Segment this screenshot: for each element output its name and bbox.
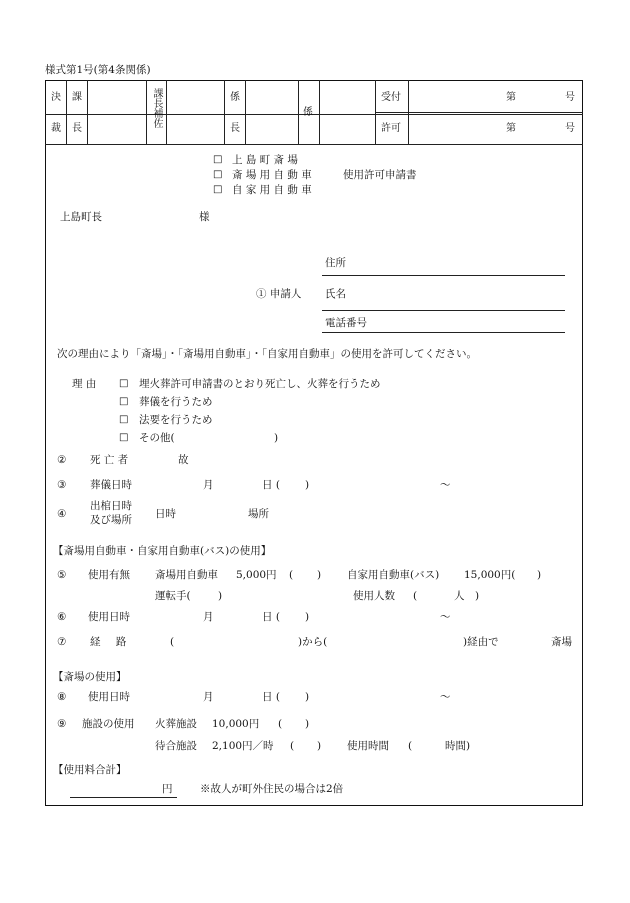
name-label: 氏名 — [325, 288, 346, 300]
waiting-price: 2,100円／時 — [212, 740, 274, 752]
driver-close: ) — [218, 590, 223, 602]
deceased-num: ② — [57, 454, 67, 466]
waiting-label: 待合施設 — [155, 740, 197, 752]
reason-option: 葬儀を行うため — [139, 396, 213, 408]
facility-label: 施設の使用 — [82, 718, 135, 730]
private-car-price: 15,000円( — [464, 569, 516, 581]
route-from: )から( — [298, 636, 328, 648]
kacho-top: 課 — [72, 92, 82, 103]
count-label: 使用人数 — [353, 590, 395, 602]
cremation-label: 火葬施設 — [155, 718, 197, 730]
total-amount-field[interactable] — [70, 797, 177, 798]
phone-field[interactable] — [322, 332, 565, 333]
route-via: )経由で — [463, 636, 499, 648]
waiting-open: ( — [290, 740, 295, 752]
funeral-month: 月 — [203, 479, 214, 491]
reason-other-close: ) — [274, 432, 279, 444]
funeral-close: ) — [305, 479, 310, 491]
heading-line-1: 上 島 町 斎 場 — [232, 154, 298, 166]
form-title: 様式第1号(第4条関係) — [45, 64, 151, 76]
uketsuke-go: 号 — [565, 92, 575, 103]
heading-suffix: 使用許可申請書 — [343, 169, 417, 181]
reason-label: 理 由 — [72, 378, 97, 390]
driver-label: 運転手( — [155, 590, 191, 602]
coffin-datetime: 日時 — [155, 508, 176, 520]
route-num: ⑦ — [57, 636, 67, 648]
total-note: ※故人が町外住民の場合は2倍 — [200, 783, 344, 795]
checkbox[interactable]: □ — [213, 154, 223, 165]
coffin-num: ④ — [57, 508, 67, 520]
cremation-price: 10,000円 — [212, 718, 260, 730]
addressee-name: 上島町長 — [60, 211, 102, 223]
vehicle-date-tilde: 〜 — [440, 611, 451, 623]
funeral-day: 日 ( — [262, 479, 280, 491]
total-header: 【使用料合計】 — [53, 764, 127, 776]
waiting-close: ) — [317, 740, 322, 752]
time-label: 使用時間 — [347, 740, 389, 752]
vehicle-date-num: ⑥ — [57, 611, 67, 623]
kacho-bottom: 長 — [72, 123, 82, 134]
heading-line-2: 斎 場 用 自 動 車 — [232, 169, 312, 181]
hall-section-header: 【斎場の使用】 — [53, 671, 127, 683]
reason-option: 埋火葬許可申請書のとおり死亡し、火葬を行うため — [139, 378, 381, 390]
kachohosa-label: 課長補佐 — [151, 88, 162, 128]
reason-option: 法要を行うため — [139, 414, 213, 426]
hall-date-day: 日 ( — [262, 691, 280, 703]
hall-date-close: ) — [305, 691, 310, 703]
addressee-honorific: 様 — [199, 211, 210, 223]
checkbox[interactable]: □ — [119, 432, 129, 443]
intro-text: 次の理由により「斎場」・「斎場用自動車」・「自家用自動車」の使用を許可してください。 — [57, 348, 477, 360]
applicant-marker: ① 申請人 — [256, 288, 302, 300]
route-label: 経 路 — [90, 636, 127, 648]
hall-date-month: 月 — [203, 691, 214, 703]
coffin-label-2: 及び場所 — [90, 514, 132, 526]
count-unit: 人 — [454, 590, 465, 602]
route-open: ( — [170, 636, 175, 648]
checkbox[interactable]: □ — [213, 184, 223, 195]
kessai-bottom: 裁 — [51, 123, 61, 134]
cremation-close: ) — [305, 718, 310, 730]
cremation-open: ( — [278, 718, 283, 730]
checkbox[interactable]: □ — [119, 396, 129, 407]
vehicle-date-month: 月 — [203, 611, 214, 623]
funeral-num: ③ — [57, 479, 67, 491]
private-car-close: ) — [537, 569, 542, 581]
hall-date-label: 使用日時 — [88, 691, 130, 703]
hall-date-num: ⑧ — [57, 691, 67, 703]
funeral-label: 葬儀日時 — [90, 479, 132, 491]
time-unit: 時間) — [445, 740, 471, 752]
total-yen: 円 — [162, 783, 173, 795]
kyoka-dai: 第 — [506, 123, 516, 134]
checkbox[interactable]: □ — [213, 169, 223, 180]
checkbox[interactable]: □ — [119, 378, 129, 389]
deceased-label: 死 亡 者 — [90, 454, 129, 466]
checkbox[interactable]: □ — [119, 414, 129, 425]
count-close: ) — [475, 590, 480, 602]
heading-line-3: 自 家 用 自 動 車 — [232, 184, 312, 196]
kakaricho-top: 係 — [230, 92, 240, 103]
uketsuke-dai: 第 — [506, 92, 516, 103]
vehicle-date-close: ) — [305, 611, 310, 623]
kakaricho-bottom: 長 — [230, 123, 240, 134]
address-label: 住所 — [325, 257, 346, 269]
vehicle-date-day: 日 ( — [262, 611, 280, 623]
kessai-top: 決 — [51, 92, 61, 103]
coffin-place: 場所 — [248, 508, 269, 520]
coffin-label-1: 出棺日時 — [90, 500, 132, 512]
saijo-car-close: ) — [317, 569, 322, 581]
kyoka-label: 許可 — [381, 123, 401, 134]
hall-date-tilde: 〜 — [440, 691, 451, 703]
count-open: ( — [413, 590, 418, 602]
vehicle-date-label: 使用日時 — [88, 611, 130, 623]
route-dest: 斎場 — [551, 636, 572, 648]
kakari-label: 係 — [303, 107, 313, 118]
saijo-car-price: 5,000円 — [236, 569, 277, 581]
saijo-car-label: 斎場用自動車 — [155, 569, 218, 581]
phone-label: 電話番号 — [325, 317, 367, 329]
name-field[interactable] — [322, 310, 565, 311]
reason-option: その他( — [139, 432, 175, 444]
facility-num: ⑨ — [57, 718, 67, 730]
deceased-value: 故 — [178, 454, 189, 466]
private-car-label: 自家用自動車(バス) — [347, 569, 440, 581]
vehicle-section-header: 【斎場用自動車・自家用自動車(バス)の使用】 — [53, 545, 272, 557]
address-field[interactable] — [322, 275, 565, 276]
funeral-tilde: 〜 — [440, 479, 451, 491]
usage-num: ⑤ — [57, 569, 67, 581]
saijo-car-open: ( — [289, 569, 294, 581]
usage-label: 使用有無 — [88, 569, 130, 581]
kyoka-go: 号 — [565, 123, 575, 134]
uketsuke-label: 受付 — [381, 92, 401, 103]
time-open: ( — [408, 740, 413, 752]
